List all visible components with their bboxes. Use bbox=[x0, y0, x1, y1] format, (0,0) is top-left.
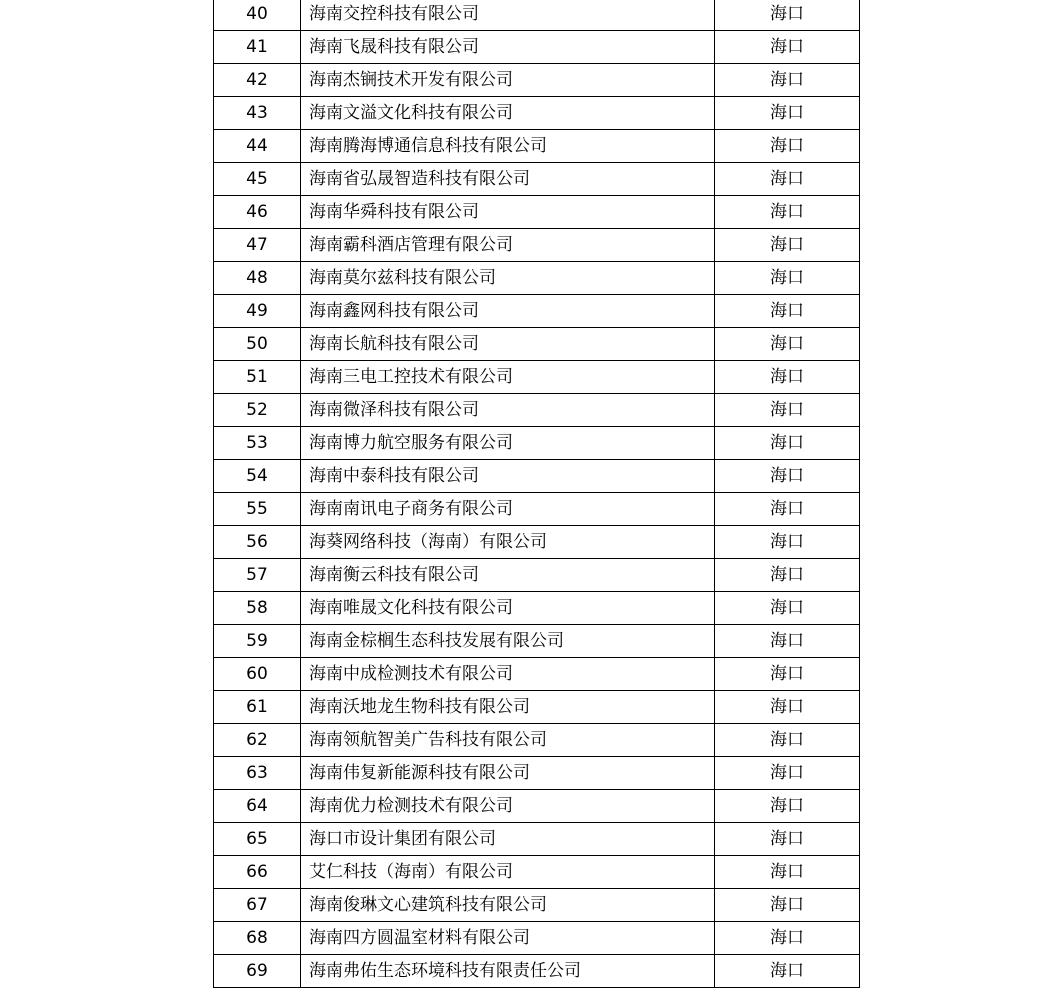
table-row bbox=[214, 790, 860, 823]
table-row bbox=[214, 625, 860, 658]
company-name-cell: 海口市设计集团有限公司 bbox=[301, 823, 715, 856]
table-row bbox=[214, 295, 860, 328]
city-cell: 海口 bbox=[715, 97, 860, 130]
company-name-cell: 海南领航智美广告科技有限公司 bbox=[301, 724, 715, 757]
city-cell: 海口 bbox=[715, 394, 860, 427]
city-cell: 海口 bbox=[715, 163, 860, 196]
table-row bbox=[214, 97, 860, 130]
row-number-cell: 42 bbox=[214, 64, 301, 97]
table-row bbox=[214, 955, 860, 988]
company-name-cell: 海南交控科技有限公司 bbox=[301, 0, 715, 31]
table-row bbox=[214, 658, 860, 691]
city-cell: 海口 bbox=[715, 955, 860, 988]
city-cell: 海口 bbox=[715, 757, 860, 790]
row-number-cell: 64 bbox=[214, 790, 301, 823]
company-name-cell: 海南沃地龙生物科技有限公司 bbox=[301, 691, 715, 724]
table-row bbox=[214, 0, 860, 31]
row-number-cell: 49 bbox=[214, 295, 301, 328]
city-cell: 海口 bbox=[715, 691, 860, 724]
row-number-cell: 69 bbox=[214, 955, 301, 988]
company-name-cell: 海南长航科技有限公司 bbox=[301, 328, 715, 361]
company-name-cell: 海南飞晟科技有限公司 bbox=[301, 31, 715, 64]
city-cell: 海口 bbox=[715, 31, 860, 64]
company-list-table bbox=[213, 0, 860, 988]
row-number-cell: 44 bbox=[214, 130, 301, 163]
company-name-cell: 海南俊琳文心建筑科技有限公司 bbox=[301, 889, 715, 922]
table-row bbox=[214, 361, 860, 394]
company-name-cell: 海南鑫网科技有限公司 bbox=[301, 295, 715, 328]
table-row bbox=[214, 889, 860, 922]
company-name-cell: 海南三电工控技术有限公司 bbox=[301, 361, 715, 394]
table-row bbox=[214, 592, 860, 625]
city-cell: 海口 bbox=[715, 493, 860, 526]
table-row bbox=[214, 526, 860, 559]
city-cell: 海口 bbox=[715, 328, 860, 361]
row-number-cell: 47 bbox=[214, 229, 301, 262]
row-number-cell: 67 bbox=[214, 889, 301, 922]
company-name-cell: 海南金棕榈生态科技发展有限公司 bbox=[301, 625, 715, 658]
row-number-cell: 66 bbox=[214, 856, 301, 889]
table-body bbox=[214, 0, 860, 988]
company-name-cell: 海南微泽科技有限公司 bbox=[301, 394, 715, 427]
city-cell: 海口 bbox=[715, 427, 860, 460]
table-row bbox=[214, 31, 860, 64]
company-name-cell: 海南弗佑生态环境科技有限责任公司 bbox=[301, 955, 715, 988]
company-name-cell: 海南衡云科技有限公司 bbox=[301, 559, 715, 592]
company-name-cell: 海南中成检测技术有限公司 bbox=[301, 658, 715, 691]
city-cell: 海口 bbox=[715, 295, 860, 328]
table-row bbox=[214, 229, 860, 262]
company-name-cell: 海南博力航空服务有限公司 bbox=[301, 427, 715, 460]
table-row bbox=[214, 328, 860, 361]
row-number-cell: 54 bbox=[214, 460, 301, 493]
company-name-cell: 海南伟复新能源科技有限公司 bbox=[301, 757, 715, 790]
row-number-cell: 59 bbox=[214, 625, 301, 658]
company-name-cell: 海南文溢文化科技有限公司 bbox=[301, 97, 715, 130]
table-row bbox=[214, 757, 860, 790]
row-number-cell: 58 bbox=[214, 592, 301, 625]
city-cell: 海口 bbox=[715, 922, 860, 955]
row-number-cell: 57 bbox=[214, 559, 301, 592]
company-name-cell: 海南腾海博通信息科技有限公司 bbox=[301, 130, 715, 163]
city-cell: 海口 bbox=[715, 0, 860, 31]
table-row bbox=[214, 262, 860, 295]
row-number-cell: 60 bbox=[214, 658, 301, 691]
row-number-cell: 40 bbox=[214, 0, 301, 31]
city-cell: 海口 bbox=[715, 460, 860, 493]
row-number-cell: 51 bbox=[214, 361, 301, 394]
row-number-cell: 55 bbox=[214, 493, 301, 526]
company-name-cell: 海南华舜科技有限公司 bbox=[301, 196, 715, 229]
table-row bbox=[214, 691, 860, 724]
table-row bbox=[214, 724, 860, 757]
row-number-cell: 52 bbox=[214, 394, 301, 427]
company-name-cell: 海南南讯电子商务有限公司 bbox=[301, 493, 715, 526]
city-cell: 海口 bbox=[715, 196, 860, 229]
city-cell: 海口 bbox=[715, 559, 860, 592]
city-cell: 海口 bbox=[715, 625, 860, 658]
company-name-cell: 海南霸科酒店管理有限公司 bbox=[301, 229, 715, 262]
row-number-cell: 68 bbox=[214, 922, 301, 955]
company-name-cell: 艾仁科技（海南）有限公司 bbox=[301, 856, 715, 889]
city-cell: 海口 bbox=[715, 262, 860, 295]
table-row bbox=[214, 427, 860, 460]
row-number-cell: 62 bbox=[214, 724, 301, 757]
city-cell: 海口 bbox=[715, 592, 860, 625]
city-cell: 海口 bbox=[715, 889, 860, 922]
company-name-cell: 海南杰锎技术开发有限公司 bbox=[301, 64, 715, 97]
table-row bbox=[214, 64, 860, 97]
city-cell: 海口 bbox=[715, 130, 860, 163]
row-number-cell: 48 bbox=[214, 262, 301, 295]
row-number-cell: 63 bbox=[214, 757, 301, 790]
city-cell: 海口 bbox=[715, 658, 860, 691]
table-row bbox=[214, 394, 860, 427]
row-number-cell: 53 bbox=[214, 427, 301, 460]
row-number-cell: 41 bbox=[214, 31, 301, 64]
row-number-cell: 65 bbox=[214, 823, 301, 856]
company-name-cell: 海南优力检测技术有限公司 bbox=[301, 790, 715, 823]
table-row bbox=[214, 856, 860, 889]
company-name-cell: 海南莫尔兹科技有限公司 bbox=[301, 262, 715, 295]
row-number-cell: 50 bbox=[214, 328, 301, 361]
row-number-cell: 46 bbox=[214, 196, 301, 229]
table-row bbox=[214, 559, 860, 592]
company-name-cell: 海南唯晟文化科技有限公司 bbox=[301, 592, 715, 625]
city-cell: 海口 bbox=[715, 526, 860, 559]
city-cell: 海口 bbox=[715, 823, 860, 856]
table-row bbox=[214, 196, 860, 229]
city-cell: 海口 bbox=[715, 229, 860, 262]
company-name-cell: 海南中泰科技有限公司 bbox=[301, 460, 715, 493]
city-cell: 海口 bbox=[715, 724, 860, 757]
row-number-cell: 61 bbox=[214, 691, 301, 724]
table-row bbox=[214, 130, 860, 163]
table-row bbox=[214, 493, 860, 526]
row-number-cell: 43 bbox=[214, 97, 301, 130]
row-number-cell: 45 bbox=[214, 163, 301, 196]
table-row bbox=[214, 163, 860, 196]
company-name-cell: 海南四方圆温室材料有限公司 bbox=[301, 922, 715, 955]
table-row bbox=[214, 922, 860, 955]
company-name-cell: 海葵网络科技（海南）有限公司 bbox=[301, 526, 715, 559]
city-cell: 海口 bbox=[715, 361, 860, 394]
table-row bbox=[214, 460, 860, 493]
city-cell: 海口 bbox=[715, 64, 860, 97]
city-cell: 海口 bbox=[715, 790, 860, 823]
table-row bbox=[214, 823, 860, 856]
company-name-cell: 海南省弘晟智造科技有限公司 bbox=[301, 163, 715, 196]
city-cell: 海口 bbox=[715, 856, 860, 889]
row-number-cell: 56 bbox=[214, 526, 301, 559]
